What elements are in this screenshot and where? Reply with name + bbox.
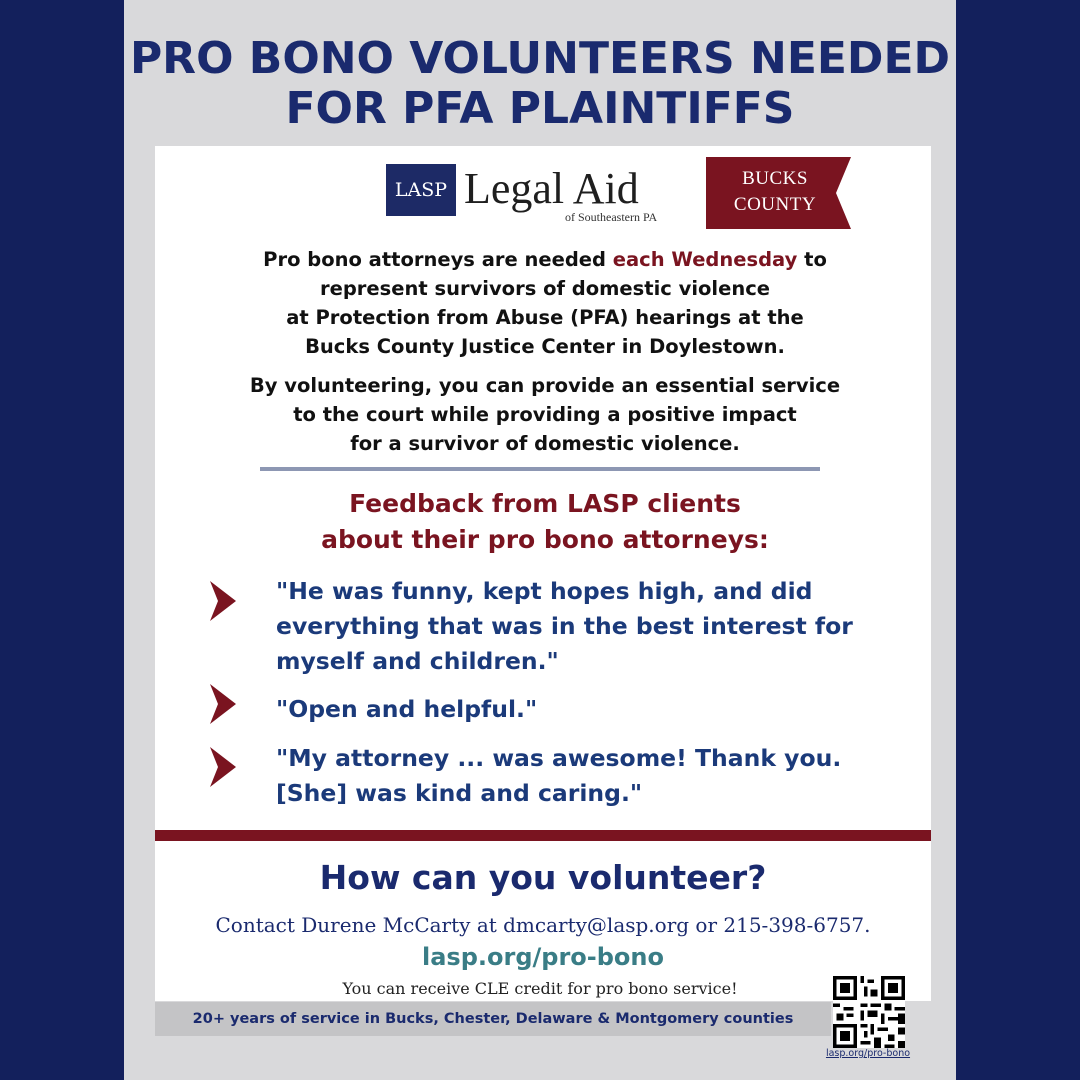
county-badge-text [716, 166, 834, 218]
chevron-right-icon [210, 747, 236, 787]
feedback-heading [200, 486, 890, 558]
intro-line-4: Bucks County Justice Center in Doylestown. [305, 335, 785, 358]
chevron-right-icon [210, 581, 236, 621]
quote-1-line-1: "He was funny, kept hopes high, and did [276, 577, 813, 605]
legal-aid-logo-subtitle: of Southeastern PA [565, 210, 658, 224]
section-divider [260, 467, 820, 471]
quote-2-line-1: "Open and helpful." [276, 695, 538, 723]
headline-line-1: PRO BONO VOLUNTEERS NEEDED [129, 33, 951, 84]
volunteer-line-2: to the court while providing a positive impact [293, 403, 797, 426]
qr-code-icon[interactable] [833, 976, 905, 1048]
footer-text: 20+ years of service in Bucks, Chester, Delaware & Montgomery counties [192, 1011, 794, 1027]
chevron-right-icon [210, 684, 236, 724]
client-quote [276, 741, 876, 811]
quote-1-line-3: myself and children." [276, 647, 559, 675]
volunteer-line-3: for a survivor of domestic violence. [350, 432, 740, 455]
quote-3-line-1: "My attorney ... was awesome! Thank you. [276, 744, 842, 772]
pro-bono-link[interactable]: lasp.org/pro-bono [422, 943, 664, 971]
volunteer-paragraph [200, 371, 890, 458]
intro-line-1 [200, 245, 890, 274]
lasp-logo-mark: LASP [386, 164, 456, 216]
intro-paragraph [200, 245, 890, 361]
intro-highlight: each Wednesday [612, 248, 798, 271]
feedback-heading-line-2: about their pro bono attorneys: [321, 525, 769, 554]
intro-line-2: represent survivors of domestic violence [320, 277, 770, 300]
how-to-volunteer-heading: How can you volunteer? [319, 858, 767, 897]
qr-code-label[interactable]: lasp.org/pro-bono [825, 1048, 911, 1059]
contact-info: Contact Durene McCarty at dmcarty@lasp.org or 215-398-6757. [215, 913, 871, 937]
feedback-heading-line-1: Feedback from LASP clients [349, 489, 741, 518]
county-badge-line-2: COUNTY [733, 194, 817, 215]
headline-line-2: FOR PFA PLAINTIFFS [285, 83, 795, 134]
intro-post-text: to [797, 248, 827, 271]
quote-3-line-2: [She] was kind and caring." [276, 779, 643, 807]
client-quote [276, 692, 876, 727]
client-quote [276, 574, 876, 679]
legal-aid-logo-text: Legal Aid [464, 164, 639, 213]
quote-1-line-2: everything that was in the best interest for [276, 612, 853, 640]
cle-credit-note: You can receive CLE credit for pro bono service! [342, 979, 738, 998]
maroon-divider-bar [155, 830, 931, 841]
intro-pre-text: Pro bono attorneys are needed [263, 248, 613, 271]
page-title [124, 34, 956, 134]
volunteer-line-1: By volunteering, you can provide an essential service [249, 374, 841, 397]
intro-line-3: at Protection from Abuse (PFA) hearings at the [286, 306, 804, 329]
county-badge-line-1: BUCKS [742, 168, 808, 189]
